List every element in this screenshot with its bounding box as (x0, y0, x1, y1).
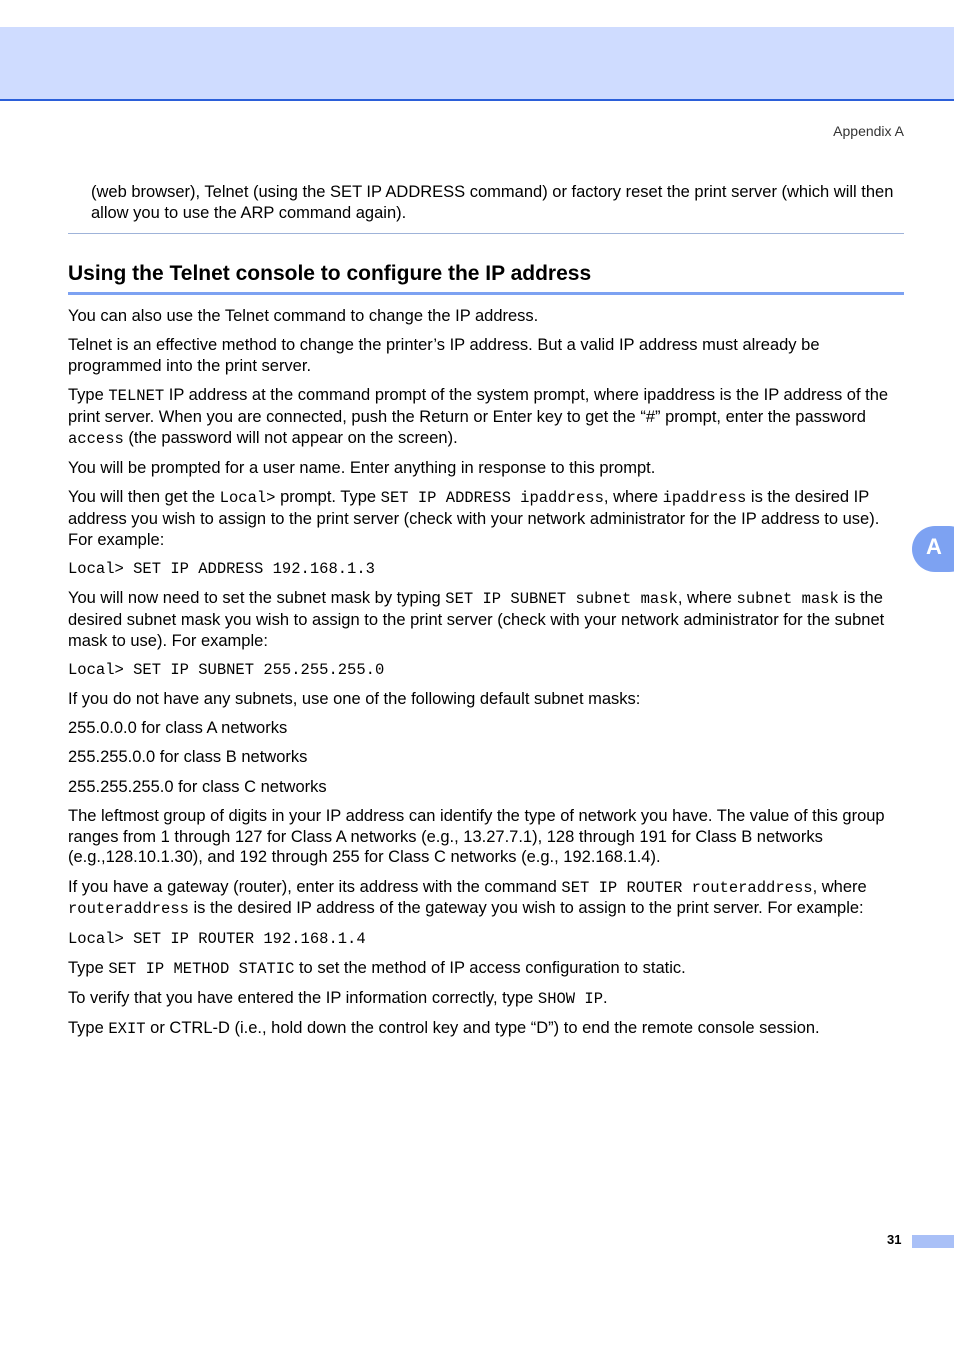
page-number: 31 (887, 1232, 902, 1247)
section-title-underline (68, 292, 904, 295)
code-subnet-mask: subnet mask (736, 590, 839, 609)
text: IP address at the command prompt of the system prompt, where ipaddress is the IP address of the print server. When you are connected, push the Return or Enter key to get the “#” prompt, enter the password (68, 386, 889, 426)
code-example-ip-address: Local> SET IP ADDRESS 192.168.1.3 (68, 559, 375, 578)
paragraph-method-static (68, 958, 908, 980)
paragraph-telnet-intro: You can also use the Telnet command to change the IP address. (68, 307, 539, 325)
intro-paragraph: (web browser), Telnet (using the SET IP ADDRESS command) or factory reset the print server (which will then allow you to use the ARP command again). (91, 183, 894, 222)
mask-class-b: 255.255.0.0 for class B networks (68, 748, 308, 767)
mask-class-a: 255.0.0.0 for class A networks (68, 719, 288, 738)
text: , where (603, 488, 663, 507)
text: to set the method of IP access configuration to static. (294, 958, 686, 977)
appendix-tab-letter: A (926, 534, 942, 559)
code-set-ip-method-static: SET IP METHOD STATIC (108, 959, 295, 978)
section-title: Using the Telnet console to configure the IP address (68, 262, 592, 285)
text: is the desired subnet mask you wish to assign to the print server (check with your network administrator for the subnet mask to use). For example: (68, 589, 885, 650)
code-telnet: TELNET (108, 387, 165, 406)
code-set-ip-router: SET IP ROUTER routeraddress (561, 878, 813, 897)
paragraph-default-masks: If you do not have any subnets, use one of the following default subnet masks: (68, 690, 641, 709)
code-routeraddress: routeraddress (68, 900, 189, 919)
text: Type (68, 386, 109, 405)
text: You will then get the (68, 488, 220, 507)
text: You will now need to set the subnet mask by typing (68, 589, 446, 608)
code-example-router: Local> SET IP ROUTER 192.168.1.4 (68, 929, 366, 948)
paragraph-subnet-mask (68, 588, 908, 651)
text: (the password will not appear on the screen). (123, 428, 458, 447)
code-set-ip-address: SET IP ADDRESS ipaddress (380, 489, 604, 508)
code-ipaddress: ipaddress (662, 489, 747, 508)
code-example-subnet: Local> SET IP SUBNET 255.255.255.0 (68, 660, 385, 679)
section-divider (68, 233, 904, 234)
text: is the desired IP address of the gateway you wish to assign to the print server. For example: (188, 899, 864, 918)
paragraph-gateway (68, 877, 908, 921)
text: , where (677, 589, 737, 608)
text: Type (68, 958, 109, 977)
code-access: access (68, 429, 124, 448)
paragraph-user-name: You will be prompted for a user name. Enter anything in response to this prompt. (68, 458, 656, 477)
text: If you have a gateway (router), enter its address with the command (68, 877, 562, 896)
paragraph-set-ip-address (68, 487, 908, 550)
header-band (0, 27, 954, 101)
text: , where (812, 877, 867, 896)
code-set-ip-subnet: SET IP SUBNET subnet mask (445, 590, 678, 609)
code-local-prompt: Local> (219, 489, 276, 508)
paragraph-show-ip (68, 988, 908, 1010)
mask-class-c: 255.255.255.0 for class C networks (68, 777, 327, 796)
text: or CTRL-D (i.e., hold down the control key and type “D”) to end the remote console session. (145, 1019, 820, 1038)
text: Type (68, 1019, 109, 1038)
paragraph-type-telnet (68, 385, 908, 449)
running-head: Appendix A (833, 123, 904, 139)
text: is the desired IP address you wish to assign to the print server (check with your network administrator for the IP address to use). For example: (68, 488, 880, 549)
code-exit: EXIT (108, 1020, 146, 1039)
paragraph-exit (68, 1018, 908, 1040)
code-show-ip: SHOW IP (537, 989, 604, 1008)
text: . (603, 988, 608, 1007)
text: To verify that you have entered the IP information correctly, type (68, 988, 538, 1007)
paragraph-network-classes: The leftmost group of digits in your IP address can identify the type of network you have. The value of this group ranges from 1 through 127 for Class A networks (e.g., 13.27.7.1), 128 through 191 for Class B networks (e.g.,128.10.1.30), and 192 through 255 for Class C networks (e.g., 192.168.1.4). (68, 806, 885, 867)
page-marker (912, 1235, 954, 1248)
paragraph-telnet-method: Telnet is an effective method to change the printer’s IP address. But a valid IP address must already be programmed into the print server. (68, 336, 820, 375)
section-body (68, 306, 908, 1048)
text: prompt. Type (275, 488, 381, 507)
